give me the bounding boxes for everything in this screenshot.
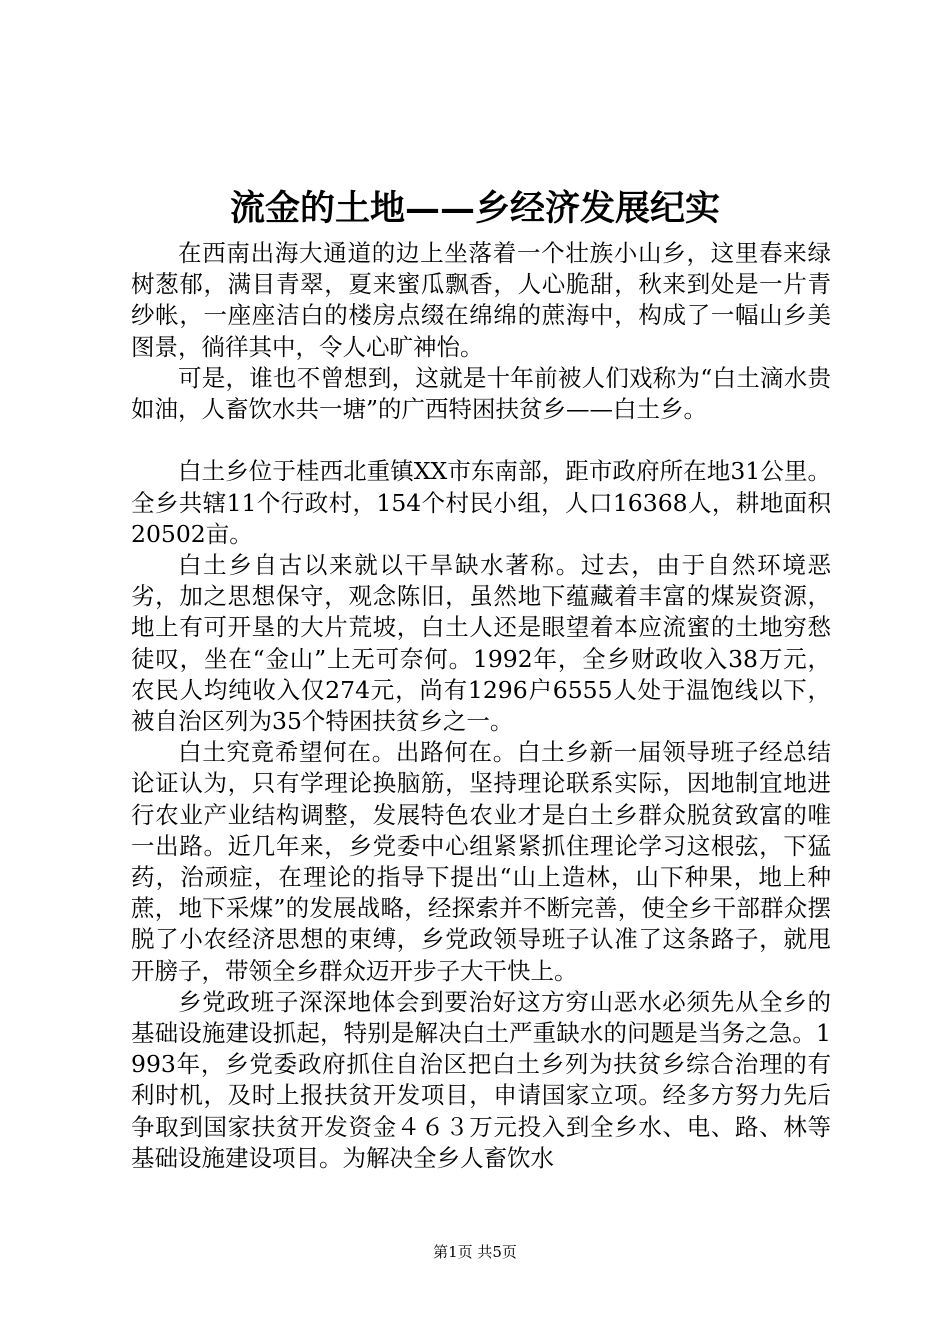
paragraph: 乡党政班子深深地体会到要治好这方穷山恶水必须先从全乡的基础设施建设抓起，特别是解决白土严重缺水的问题是当务之急。1993年，乡党委政府抓住自治区把白土乡列为扶贫乡综合治理的有利时机，及时上报扶贫开发项目，申请国家立项。经多方努力先后争取到国家扶贫开发资金４６３万元投入到全乡水、电、路、林等基础设施建设项目。为解决全乡人畜饮水 <box>131 987 831 1172</box>
paragraph: 可是，谁也不曾想到，这就是十年前被人们戏称为“白土滴水贵如油，人畜饮水共一塘”的广西特困扶贫乡——白土乡。 <box>131 363 831 424</box>
paragraph: 白土乡自古以来就以干旱缺水著称。过去，由于自然环境恶劣，加之思想保守，观念陈旧，虽然地下蕴藏着丰富的煤炭资源，地上有可开垦的大片荒坡，白土人还是眼望着本应流蜜的土地穷愁徒叹，坐在“金山”上无可奈何。1992年，全乡财政收入38万元，农民人均纯收入仅274元，尚有1296户6555人处于温饱线以下，被自治区列为35个特困扶贫乡之一。 <box>131 551 831 736</box>
blank-line <box>131 425 831 456</box>
paragraph: 白土乡位于桂西北重镇XX市东南部，距市政府所在地31公里。全乡共辖11个行政村，154个村民小组，人口16368人，耕地面积20502亩。 <box>131 457 831 548</box>
document-title: 流金的土地——乡经济发展纪实 <box>229 188 720 229</box>
document-body <box>131 238 831 1174</box>
paragraph: 在西南出海大通道的边上坐落着一个壮族小山乡，这里春来绿树葱郁，满目青翠，夏来蜜瓜飘香，人心脆甜，秋来到处是一片青纱帐，一座座洁白的楼房点缀在绵绵的蔗海中，构成了一幅山乡美图景，徜徉其中，令人心旷神怡。 <box>131 239 831 361</box>
page-footer: 第1页 共5页 <box>433 1243 517 1261</box>
paragraph: 白土究竟希望何在。出路何在。白土乡新一届领导班子经总结论证认为，只有学理论换脑筋，坚持理论联系实际，因地制宜地进行农业产业结构调整，发展特色农业才是白土乡群众脱贫致富的唯一出路。近几年来，乡党委中心组紧紧抓住理论学习这根弦，下猛药，治顽症，在理论的指导下提出“山上造林，山下种果，地上种蔗，地下采煤”的发展战略，经探索并不断完善，使全乡干部群众摆脱了小农经济思想的束缚，乡党政领导班子认准了这条路子，就甩开膀子，带领全乡群众迈开步子大干快上。 <box>131 738 831 985</box>
